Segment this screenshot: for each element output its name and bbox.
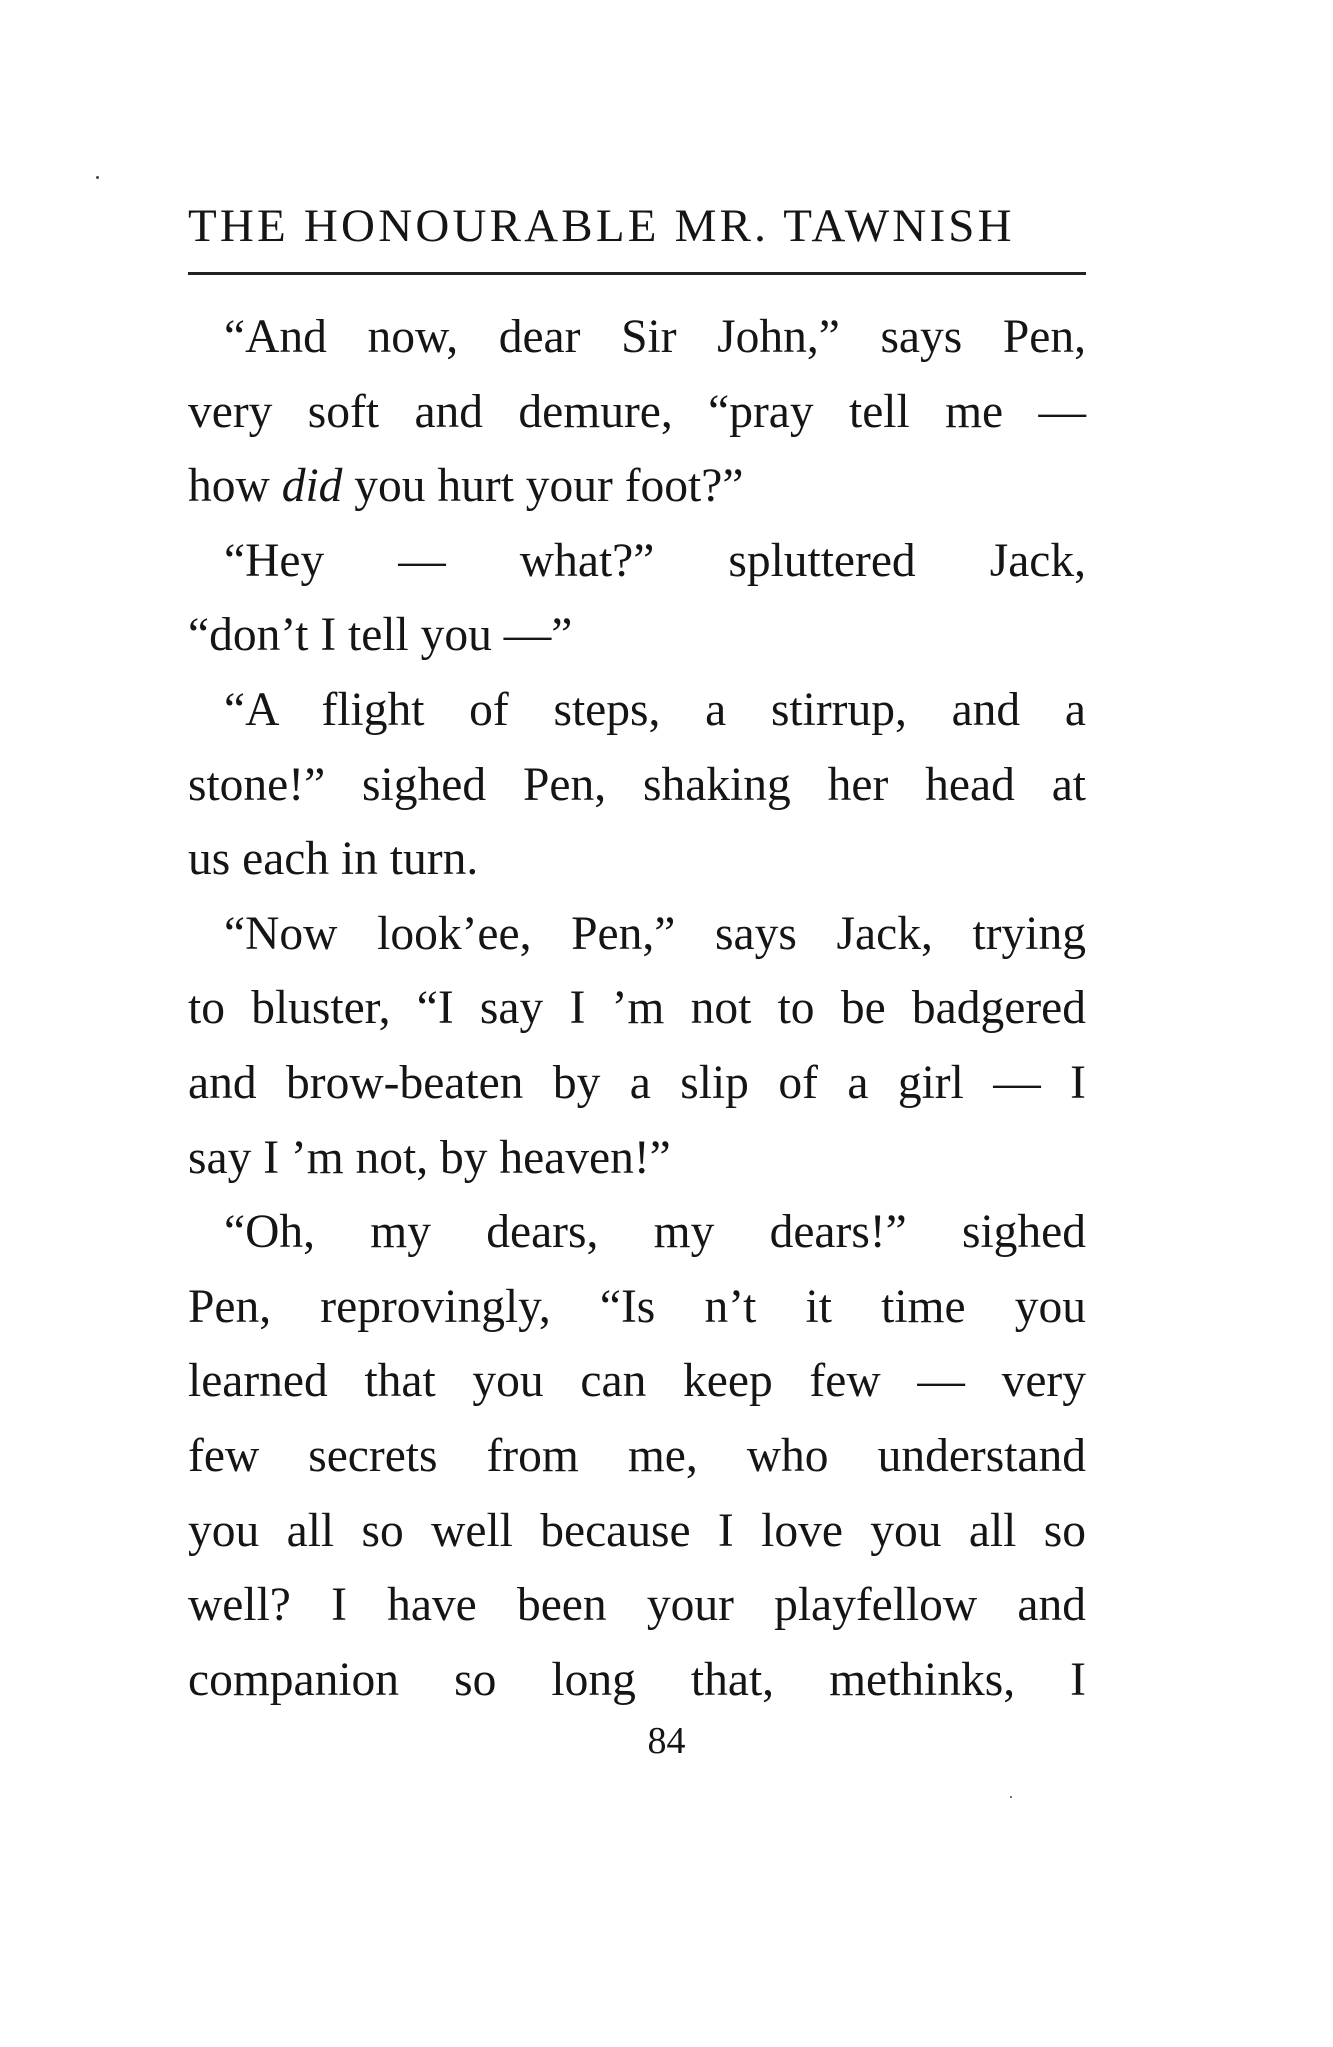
text-line: learned that you can keep few — very <box>188 1355 1086 1408</box>
header-rule <box>188 272 1086 275</box>
text-line: few secrets from me, who understand <box>188 1429 1086 1482</box>
text-line: “Now look’ee, Pen,” says Jack, trying <box>224 907 1086 960</box>
text-line: well? I have been your playfellow and <box>188 1579 1086 1632</box>
ink-speck <box>1010 1796 1012 1798</box>
text-line: “A flight of steps, a stirrup, and a <box>224 683 1086 736</box>
running-header: THE HONOURABLE MR. TAWNISH <box>188 200 1015 252</box>
text-line: you all so well because I love you all so <box>188 1504 1086 1557</box>
text-line: very soft and demure, “pray tell me — <box>188 385 1086 438</box>
body-text <box>188 300 1086 1717</box>
text-line: us each in turn. <box>188 833 479 886</box>
text-line: companion so long that, methinks, I <box>188 1653 1086 1706</box>
text-line: stone!” sighed Pen, shaking her head at <box>188 758 1086 811</box>
text-line: “Hey — what?” spluttered Jack, <box>224 534 1086 587</box>
page-number: 84 <box>647 1720 686 1762</box>
text-line: how did you hurt your foot?” <box>188 460 744 513</box>
text-line: “don’t I tell you —” <box>188 609 573 662</box>
italic-emphasis: did <box>281 460 343 513</box>
text-line: “And now, dear Sir John,” says Pen, <box>224 311 1086 363</box>
text-line: and brow-beaten by a slip of a girl — I <box>188 1056 1086 1109</box>
text-line: Pen, reprovingly, “Is n’t it time you <box>188 1280 1086 1333</box>
text-line: say I ’m not, by heaven!” <box>188 1131 671 1184</box>
text-line: to bluster, “I say I ’m not to be badgered <box>188 982 1086 1035</box>
ink-speck <box>96 176 99 179</box>
text-line: “Oh, my dears, my dears!” sighed <box>224 1206 1086 1259</box>
